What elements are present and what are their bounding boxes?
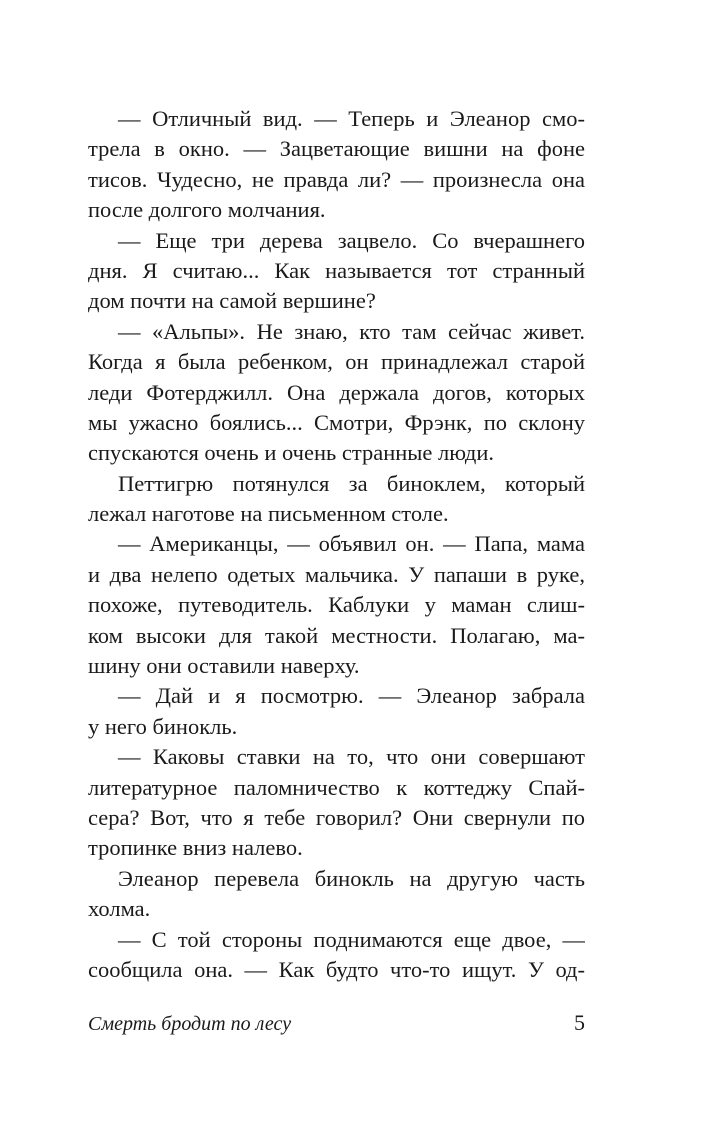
text-line: леди Фотерджилл. Она держала догов, которых bbox=[88, 379, 585, 405]
text-line: Петтигрю потянулся за биноклем, который bbox=[118, 470, 585, 496]
paragraph bbox=[88, 681, 585, 742]
text-line: спускаются очень и очень странные люди. bbox=[88, 440, 495, 466]
text-line: мы ужасно боялись... Смотри, Фрэнк, по склону bbox=[88, 409, 585, 435]
text-line: шину они оставили наверху. bbox=[88, 653, 360, 679]
text-line: — Еще три дерева зацвело. Со вчерашнего bbox=[118, 227, 585, 253]
text-line: холма. bbox=[88, 896, 151, 922]
text-line: и два нелепо одетых мальчика. У папаши в руке, bbox=[88, 561, 585, 587]
text-line: — «Альпы». Не знаю, кто там сейчас живет. bbox=[118, 318, 585, 344]
text-line: дня. Я считаю... Как называется тот странный bbox=[88, 257, 585, 283]
paragraph bbox=[88, 925, 585, 986]
page-footer bbox=[88, 1010, 585, 1036]
text-line: Когда я была ребенком, он принадлежал старой bbox=[88, 349, 585, 375]
paragraph bbox=[88, 742, 585, 864]
text-line: тропинке вниз налево. bbox=[88, 835, 303, 861]
text-line: ком высоки для такой местности. Полагаю, ма- bbox=[88, 622, 585, 648]
page-body bbox=[88, 104, 585, 985]
text-line: после долгого молчания. bbox=[88, 197, 326, 223]
text-line: — С той стороны поднимаются еще двое, — bbox=[118, 926, 585, 952]
text-line: у него бинокль. bbox=[88, 713, 238, 739]
text-line: похоже, путеводитель. Каблуки у маман слиш- bbox=[88, 592, 585, 618]
text-line: литературное паломничество к коттеджу Спай- bbox=[88, 774, 585, 800]
text-line: — Отличный вид. — Теперь и Элеанор смо- bbox=[118, 106, 585, 131]
paragraph bbox=[88, 469, 585, 530]
paragraph bbox=[88, 864, 585, 925]
text-line: тисов. Чудесно, не правда ли? — произнесла она bbox=[88, 166, 585, 192]
text-line: лежал наготове на письменном столе. bbox=[88, 501, 449, 527]
text-line: — Дай и я посмотрю. — Элеанор забрала bbox=[118, 683, 585, 709]
running-title: Смерть бродит по лесу bbox=[88, 1013, 292, 1035]
text-line: дом почти на самой вершине? bbox=[88, 288, 376, 314]
text-line: — Каковы ставки на то, что они совершают bbox=[118, 744, 585, 770]
text-line: — Американцы, — объявил он. — Папа, мама bbox=[118, 531, 585, 557]
text-line: сера? Вот, что я тебе говорил? Они свернули по bbox=[88, 804, 585, 830]
paragraph bbox=[88, 226, 585, 317]
text-line: сообщила она. — Как будто что-то ищут. У од- bbox=[88, 956, 585, 982]
page-number: 5 bbox=[574, 1010, 585, 1035]
text-line: Элеанор перевела бинокль на другую часть bbox=[118, 865, 585, 891]
paragraph bbox=[88, 317, 585, 469]
paragraph bbox=[88, 104, 585, 226]
text-line: трела в окно. — Зацветающие вишни на фоне bbox=[88, 136, 585, 162]
paragraph bbox=[88, 529, 585, 681]
